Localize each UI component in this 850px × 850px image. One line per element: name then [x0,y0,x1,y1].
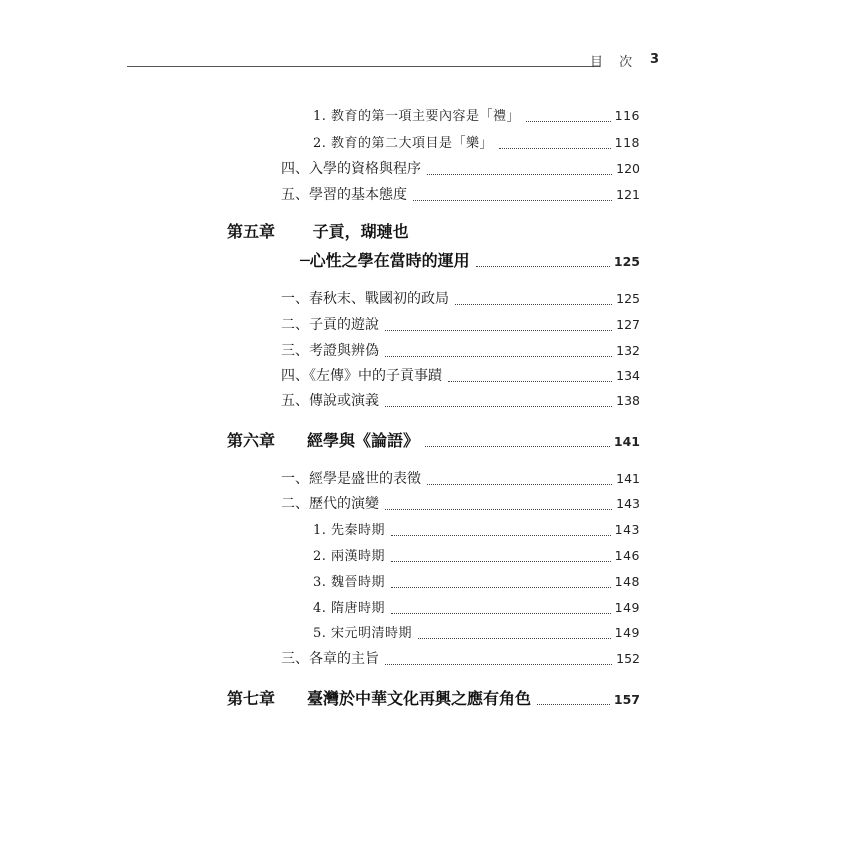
dot-leader [476,266,610,267]
chapter-subtitle: ─心性之學在當時的運用 [300,251,470,270]
toc-entry-label: 5. 宋元明清時期 [313,626,413,641]
toc-entry-page: 149 [614,600,640,615]
toc-entry[interactable] [281,158,640,180]
toc-entry[interactable] [313,545,640,567]
chapter-number: 第六章 [227,431,276,450]
chapter-number: 第五章 [227,222,276,241]
dot-leader [385,509,612,510]
toc-entry-page: 132 [616,343,640,358]
toc-entry-label: 一、春秋末、戰國初的政局 [281,291,449,307]
toc-entry[interactable] [313,571,640,593]
dot-leader [385,664,612,665]
dot-leader [391,561,611,562]
running-header-title: 目 次 [590,55,639,70]
toc-entry[interactable] [313,132,640,154]
toc-entry[interactable] [281,468,640,490]
dot-leader [385,356,612,357]
toc-entry[interactable] [281,340,640,362]
chapter-title: 子貢，瑚璉也 [312,222,409,241]
toc-entry-label: 一、經學是盛世的表徵 [281,471,421,487]
toc-entry[interactable] [313,105,640,127]
toc-entry-label: 二、歷代的演變 [281,496,379,512]
dot-leader [427,484,612,485]
dot-leader [385,330,612,331]
toc-entry-label: 四、入學的資格與程序 [281,161,421,177]
toc-entry[interactable] [281,184,640,206]
dot-leader [448,381,612,382]
toc-entry-label: 3. 魏晉時期 [313,575,386,590]
chapter-number: 第七章 [227,689,276,708]
chapter-heading[interactable] [227,686,640,712]
toc-entry-page: 127 [616,317,640,332]
toc-entry-label: 三、考證與辨偽 [281,343,379,359]
toc-entry[interactable] [313,622,640,644]
toc-entry-page: 157 [613,692,640,707]
toc-entry-label: 1. 教育的第一項主要內容是「禮」 [313,109,521,124]
toc-entry-page: 141 [613,434,640,449]
chapter-heading[interactable] [227,428,640,454]
toc-entry-page: 134 [616,368,640,383]
toc-entry-page: 121 [616,187,640,202]
toc-entry-page: 125 [613,254,640,269]
dot-leader [413,200,612,201]
page-number: 3 [650,52,660,67]
toc-entry-page: 116 [614,108,640,123]
toc-entry-page: 148 [614,574,640,589]
toc-entry[interactable] [281,288,640,310]
toc-entry[interactable] [313,519,640,541]
toc-entry-label: 三、各章的主旨 [281,651,379,667]
toc-entry-label: 1. 先秦時期 [313,523,386,538]
toc-entry-page: 125 [616,291,640,306]
toc-entry[interactable] [281,365,640,387]
chapter-heading[interactable] [227,219,409,245]
chapter-subtitle-entry[interactable] [300,248,640,274]
dot-leader [391,613,611,614]
dot-leader [385,406,612,407]
toc-entry[interactable] [281,314,640,336]
toc-entry-page: 143 [614,522,640,537]
header-rule [127,66,600,67]
toc-entry-page: 152 [616,651,640,666]
dot-leader [418,638,611,639]
toc-entry-page: 118 [614,135,640,150]
toc-entry-label: 二、子貢的遊說 [281,317,379,333]
toc-entry-page: 149 [614,625,640,640]
toc-entry-label: 五、傳說或演義 [281,393,379,409]
dot-leader [391,535,611,536]
toc-entry[interactable] [281,493,640,515]
toc-entry-label: 2. 兩漢時期 [313,549,386,564]
dot-leader [427,174,612,175]
chapter-title: 臺灣於中華文化再興之應有角色 [307,689,532,708]
toc-entry-page: 141 [616,471,640,486]
toc-entry-label: 2. 教育的第二大項目是「樂」 [313,136,494,151]
toc-entry-label: 五、學習的基本態度 [281,187,407,203]
toc-entry[interactable] [313,597,640,619]
dot-leader [526,121,611,122]
toc-entry[interactable] [281,390,640,412]
dot-leader [537,704,610,705]
dot-leader [391,587,611,588]
toc-entry-page: 138 [616,393,640,408]
dot-leader [425,446,610,447]
toc-entry[interactable] [281,648,640,670]
toc-entry-page: 146 [614,548,640,563]
chapter-title: 經學與《論語》 [307,431,420,450]
toc-entry-page: 120 [616,161,640,176]
dot-leader [455,304,612,305]
toc-entry-label: 四、《左傳》中的子貢事蹟 [281,368,442,384]
toc-entry-page: 143 [616,496,640,511]
toc-entry-label: 4. 隋唐時期 [313,601,386,616]
dot-leader [499,148,611,149]
